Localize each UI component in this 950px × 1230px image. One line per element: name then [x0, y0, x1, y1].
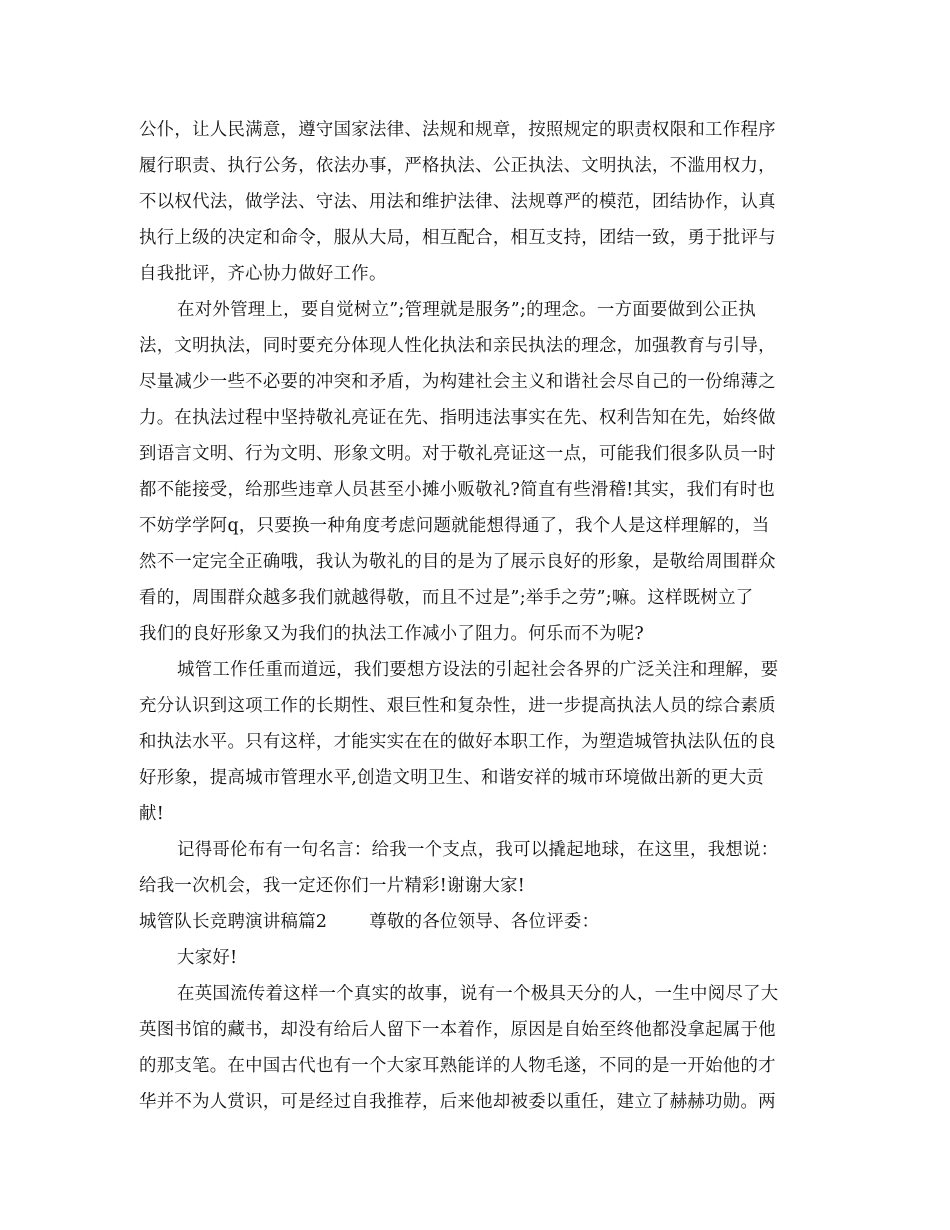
text-line: 公仆，让人民满意，遵守国家法律、法规和规章，按照规定的职责权限和工作程序: [139, 120, 776, 140]
text-line: 都不能接受，给那些违章人员甚至小摊小贩敬礼?简直有些滑稽!其实，我们有时也: [139, 480, 776, 500]
paragraph-start-line: 在英国流传着这样一个真实的故事，说有一个极具天分的人，一生中阅尽了大: [177, 984, 779, 1004]
text-line: 法，文明执法，同时要充分体现人性化执法和亲民执法的理念，加强教育与引导，: [139, 336, 776, 356]
text-line: 自我批评，齐心协力做好工作。: [139, 264, 387, 284]
paragraph-start-line: 记得哥伦布有一句名言：给我一个支点，我可以撬起地球，在这里，我想说：: [177, 840, 779, 860]
text-line: 献!: [139, 804, 164, 824]
paragraph-start-line: 城管工作任重而道远，我们要想方设法的引起社会各界的广泛关注和理解，要: [177, 660, 779, 680]
text-line: 执行上级的决定和命令，服从大局，相互配合，相互支持，团结一致，勇于批评与: [139, 228, 776, 248]
section-title: 城管队长竞聘演讲稿篇2: [139, 912, 328, 932]
text-line: 的那支笔。在中国古代也有一个大家耳熟能详的人物毛遂，不同的是一开始他的才: [139, 1056, 776, 1076]
text-line: 看的，周围群众越多我们就越得敬，而且不过是”;举手之劳”;嘛。这样既树立了: [139, 588, 754, 608]
section-greeting: 尊敬的各位领导、各位评委：: [369, 912, 600, 932]
text-line: 华并不为人赏识，可是经过自我推荐，后来他却被委以重任，建立了赫赫功勋。两: [139, 1092, 776, 1112]
text-line: 我们的良好形象又为我们的执法工作减小了阻力。何乐而不为呢?: [139, 624, 644, 644]
text-line: 充分认识到这项工作的长期性、艰巨性和复杂性，进一步提高执法人员的综合素质: [139, 696, 776, 716]
section-heading-line: [139, 906, 819, 938]
text-line: 尽量减少一些不必要的冲突和矛盾，为构建社会主义和谐社会尽自己的一份绵薄之: [139, 372, 776, 392]
text-line: 到语言文明、行为文明、形象文明。对于敬礼亮证这一点，可能我们很多队员一时: [139, 444, 776, 464]
text-line: 然不一定完全正确哦，我认为敬礼的目的是为了展示良好的形象，是敬给周围群众: [139, 552, 776, 572]
text-line: 力。在执法过程中坚持敬礼亮证在先、指明违法事实在先、权利告知在先，始终做: [139, 408, 776, 428]
text-line: 和执法水平。只有这样，才能实实在在的做好本职工作，为塑造城管执法队伍的良: [139, 732, 776, 752]
text-line: 履行职责、执行公务，依法办事，严格执法、公正执法、文明执法，不滥用权力，: [139, 156, 776, 176]
text-line: 不妨学学阿q，只要换一种角度考虑问题就能想得通了，我个人是这样理解的，当: [139, 516, 770, 536]
text-line: 英图书馆的藏书，却没有给后人留下一本着作，原因是自始至终他都没拿起属于他: [139, 1020, 776, 1040]
greeting-line: 大家好!: [177, 948, 238, 968]
text-line: 不以权代法，做学法、守法、用法和维护法律、法规尊严的模范，团结协作，认真: [139, 192, 776, 212]
paragraph-start-line: 在对外管理上，要自觉树立”;管理就是服务”;的理念。一方面要做到公正执: [177, 300, 757, 320]
text-line: 给我一次机会，我一定还你们一片精彩!谢谢大家!: [139, 876, 526, 896]
text-line: 好形象，提高城市管理水平,创造文明卫生、和谐安祥的城市环境做出新的更大贡: [139, 768, 765, 788]
